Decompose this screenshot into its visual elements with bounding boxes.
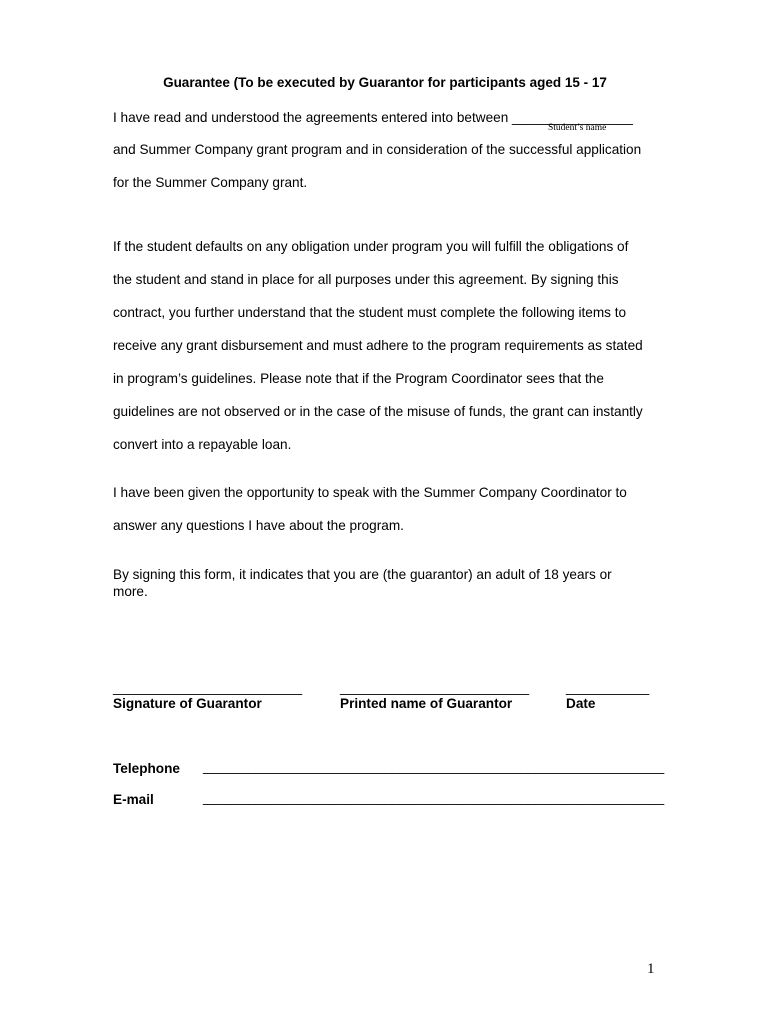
obligations-line: convert into a repayable loan. <box>113 437 292 452</box>
obligations-line: in program’s guidelines. Please note that if the Program Coordinator sees that the <box>113 371 604 386</box>
student-name-label: Student’s name <box>548 123 607 133</box>
signature-label: Signature of Guarantor <box>113 696 262 711</box>
obligations-line: If the student defaults on any obligation under program you will fulfill the obligations of <box>113 239 629 254</box>
intro-line: I have read and understood the agreements entered into between ________________ <box>113 110 633 125</box>
adult-line: By signing this form, it indicates that you are (the guarantor) an adult of 18 years or <box>113 567 612 582</box>
intro-continued-line: and Summer Company grant program and in consideration of the successful application <box>113 142 642 157</box>
page-number: 1 <box>647 961 655 977</box>
signature-blank[interactable]: _________________________ <box>113 680 303 695</box>
printed-name-blank[interactable]: _________________________ <box>340 680 530 695</box>
obligations-line: guidelines are not observed or in the case of the misuse of funds, the grant can instantly <box>113 404 643 419</box>
adult-line: more. <box>113 584 148 599</box>
date-blank[interactable]: ___________ <box>566 680 650 695</box>
intro-continued-line: for the Summer Company grant. <box>113 175 308 190</box>
date-label: Date <box>566 696 596 711</box>
telephone-label: Telephone <box>113 761 180 776</box>
obligations-line: the student and stand in place for all purposes under this agreement. By signing this <box>113 272 619 287</box>
document-title: Guarantee (To be executed by Guarantor for participants aged 15 - 17 <box>163 75 607 90</box>
printed-name-label: Printed name of Guarantor <box>340 696 513 711</box>
coordinator-line: answer any questions I have about the program. <box>113 518 404 533</box>
obligations-line: receive any grant disbursement and must adhere to the program requirements as stated <box>113 338 643 353</box>
coordinator-line: I have been given the opportunity to speak with the Summer Company Coordinator to <box>113 485 627 500</box>
email-label: E-mail <box>113 792 154 807</box>
telephone-blank[interactable]: _____________________________________________________________ <box>203 759 665 774</box>
obligations-line: contract, you further understand that the student must complete the following items to <box>113 305 627 320</box>
email-blank[interactable]: _____________________________________________________________ <box>203 790 665 805</box>
